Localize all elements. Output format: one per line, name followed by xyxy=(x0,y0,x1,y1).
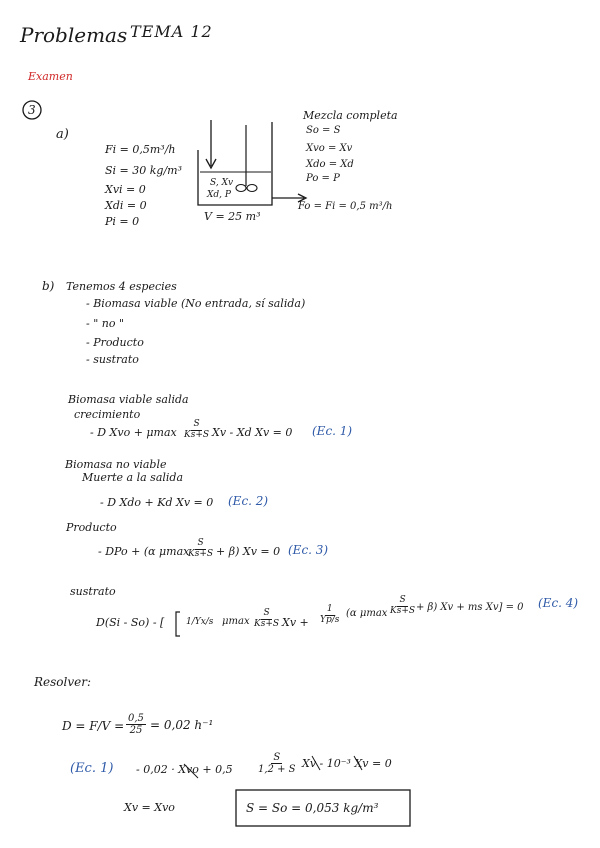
topic-label: TEMA 12 xyxy=(130,22,213,41)
eq4-part2: Xv + xyxy=(282,616,309,629)
eq2-subheading: Muerte a la salida xyxy=(82,471,184,484)
eq3-rhs: + β) Xv = 0 xyxy=(216,545,281,558)
mix-condition-s: So = S xyxy=(306,125,341,136)
mix-title: Mezcla completa xyxy=(303,109,398,122)
eq1-fraction: $\frac{S}{Ks+S}$ xyxy=(184,419,210,440)
eq1-heading: Biomasa viable salida xyxy=(68,393,189,406)
solve-ec1-lhs: - 0,02 · Xvo + 0,5 xyxy=(136,763,233,776)
eq4-mu1: μmax xyxy=(222,616,250,627)
solve-heading: Resolver: xyxy=(34,675,92,689)
eq4-fraction1: $\frac{S}{Ks+S}$ xyxy=(254,608,280,629)
part-a-label: a) xyxy=(56,127,69,142)
input-xvi: Xvi = 0 xyxy=(105,183,146,196)
d-rhs: = 0,02 h⁻¹ xyxy=(150,718,214,732)
page-title: Problemas xyxy=(20,23,128,47)
stirrer-blade-right xyxy=(247,185,257,192)
mix-condition-xd: Xdo = Xd xyxy=(306,159,354,170)
input-pi: Pi = 0 xyxy=(105,215,140,228)
solve-ec1-rhs: Xv - 10⁻³ Xv = 0 xyxy=(302,757,392,770)
input-fi: Fi = 0,5m³/h xyxy=(105,143,176,156)
tank-contents-line2: Xd, P xyxy=(207,190,231,200)
result-value: S = So = 0,053 kg/m³ xyxy=(246,801,379,815)
eq2-heading: Biomasa no viable xyxy=(65,458,167,471)
eq4-fraction3: $\frac{S}{Ks+S}$ xyxy=(390,595,416,616)
species-intro: Tenemos 4 especies xyxy=(66,280,177,293)
eq4-fraction2: $\frac{1}{Yp/s}$ xyxy=(320,604,340,625)
eq4-part3: (α μmax xyxy=(346,608,388,619)
solve-ec1-tag: (Ec. 1) xyxy=(70,761,114,776)
mix-condition-p: Po = P xyxy=(306,173,340,184)
eq2-tag: (Ec. 2) xyxy=(228,494,269,508)
eq4-part4: + β) Xv + ms Xv] = 0 xyxy=(416,602,524,613)
xv-equation: Xv = Xvo xyxy=(124,801,175,814)
eq3-fraction: $\frac{S}{Ks+S}$ xyxy=(188,538,214,559)
outflow-label: Fo = Fi = 0,5 m³/h xyxy=(298,201,393,212)
problem-number: 3 xyxy=(28,103,36,117)
d-fraction: $\frac{0,5}{25}$ xyxy=(128,713,144,736)
solve-ec1-fraction: $\frac{S}{1,2 + S}$ xyxy=(258,752,296,775)
species-item: - Producto xyxy=(86,336,144,349)
eq3-lhs: - DPo + (α μmax xyxy=(98,545,190,558)
eq1-tag: (Ec. 1) xyxy=(312,424,353,438)
species-item: - sustrato xyxy=(86,353,139,366)
eq3-tag: (Ec. 3) xyxy=(288,543,329,557)
stirrer-blade-left xyxy=(236,185,246,192)
eq1-rhs: Xv - Xd Xv = 0 xyxy=(212,426,293,439)
tank-volume: V = 25 m³ xyxy=(204,210,261,223)
exam-tag: Examen xyxy=(28,70,73,83)
eq4-tag: (Ec. 4) xyxy=(538,596,579,610)
mix-condition-xv: Xvo = Xv xyxy=(306,143,353,154)
eq3-heading: Producto xyxy=(66,521,117,534)
species-item: - Biomasa viable (No entrada, sí salida) xyxy=(86,297,306,310)
eq2-body: - D Xdo + Kd Xv = 0 xyxy=(100,496,214,509)
input-si: Si = 30 kg/m³ xyxy=(105,164,183,177)
eq4-part1: D(Si - So) - [ xyxy=(96,616,165,629)
input-xdi: Xdi = 0 xyxy=(105,199,147,212)
species-item: - " no " xyxy=(86,317,125,330)
eq4-heading: sustrato xyxy=(70,585,116,598)
tank-contents-line1: S, Xv xyxy=(210,178,234,188)
d-lhs: D = F/V = xyxy=(62,719,125,733)
eq4-coef1: 1/Yx/s xyxy=(186,617,214,627)
part-b-label: b) xyxy=(42,279,55,293)
eq1-lhs: - D Xvo + μmax xyxy=(90,426,177,439)
eq1-subheading: crecimiento xyxy=(74,408,141,421)
